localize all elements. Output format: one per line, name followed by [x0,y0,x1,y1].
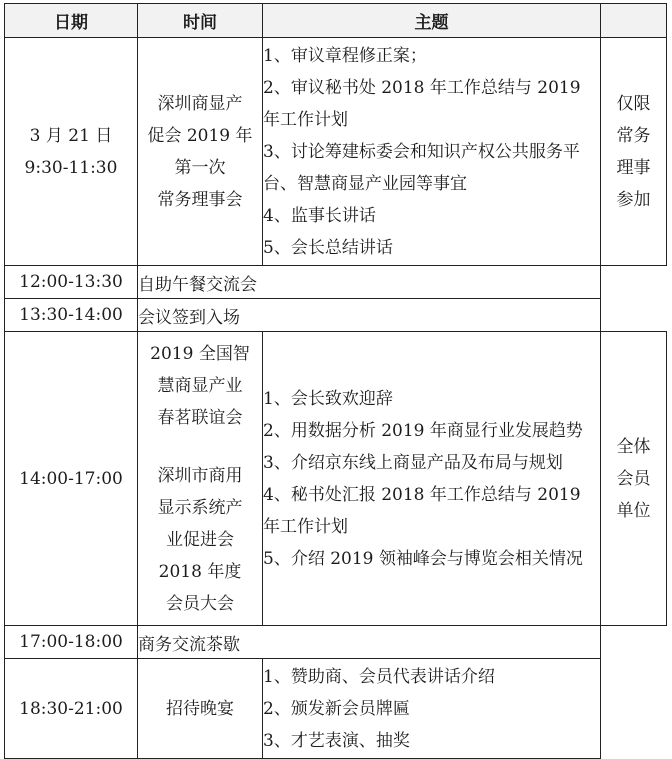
topics-cell [263,38,601,266]
topic-item: 3、介绍京东线上商显产品及布局与规划 [263,452,563,473]
topic-item: 2、审议秘书处 2018 年工作总结与 2019 年工作计划 [263,77,581,130]
participants-line: 理事 [616,157,651,178]
activity-cell: 自助午餐交流会 [138,266,601,299]
date-cell [5,38,138,266]
event-line: 显示系统产 [157,497,243,518]
blank-cell [601,626,667,659]
time-range: 9:30-11:30 [24,157,118,178]
event-line: 业促进会 [166,529,234,550]
participants-line: 常务 [616,125,651,146]
participants-line: 仅限 [616,93,651,114]
header-time: 时间 [138,4,263,38]
table-row [5,626,667,659]
event-cell: 招待晚宴 [138,659,263,759]
time-range: 18:30-21:00 [5,659,138,759]
event-line: 第一次 [174,157,226,178]
table-row [5,38,667,266]
topic-item: 4、监事长讲话 [263,205,376,226]
topic-item: 1、赞助商、会员代表讲话介绍 [263,666,495,687]
event-cell [138,38,263,266]
activity-cell: 商务交流茶歇 [138,626,601,659]
time-range: 13:30-14:00 [5,299,138,332]
table-row [5,332,667,626]
time-range: 14:00-17:00 [5,332,138,626]
topic-item: 3、才艺表演、抽奖 [263,730,410,751]
table-row [5,299,667,332]
time-range: 17:00-18:00 [5,626,138,659]
participants-line: 参加 [616,189,651,210]
table-row [5,659,667,759]
event-cell [138,332,263,626]
event-line: 深圳商显产 [157,93,243,114]
event-line: 春茗联谊会 [157,407,243,428]
participants-cell [601,332,667,626]
schedule-table [4,3,667,759]
blank-cell [601,659,667,759]
topics-cell [263,332,601,626]
participants-line: 单位 [616,500,651,521]
participants-line: 会员 [616,468,651,489]
event-line: 会员大会 [166,593,234,614]
date-text: 3 月 21 日 [29,125,113,146]
topic-item: 2、颁发新会员牌匾 [263,698,410,719]
event-line: 2018 年度 [158,561,242,582]
header-row [5,4,667,38]
event-line: 促会 2019 年 [147,125,253,146]
topic-item: 4、秘书处汇报 2018 年工作总结与 2019 年工作计划 [263,484,581,537]
spacer [138,434,262,460]
topic-item: 5、会长总结讲话 [263,237,393,258]
event-line: 深圳市商用 [157,465,243,486]
header-date: 日期 [5,4,138,38]
participants-line: 全体 [616,436,651,457]
header-participants [601,4,667,38]
topic-item: 5、介绍 2019 领袖峰会与博览会相关情况 [263,548,583,569]
header-topic: 主题 [263,4,601,38]
blank-cell [601,266,667,299]
table-row [5,266,667,299]
blank-cell [601,299,667,332]
time-range: 12:00-13:30 [5,266,138,299]
event-line: 2019 全国智 [150,343,250,364]
activity-cell: 会议签到入场 [138,299,601,332]
topics-cell [263,659,601,759]
event-line: 慧商显产业 [157,375,243,396]
topic-item: 1、会长致欢迎辞 [263,388,393,409]
topic-item: 3、讨论筹建标委会和知识产权公共服务平台、智慧商显产业园等事宜 [263,141,580,194]
participants-cell [601,38,667,266]
event-line: 常务理事会 [157,189,243,210]
topic-item: 1、审议章程修正案； [263,45,427,66]
topic-item: 2、用数据分析 2019 年商显行业发展趋势 [263,420,583,441]
